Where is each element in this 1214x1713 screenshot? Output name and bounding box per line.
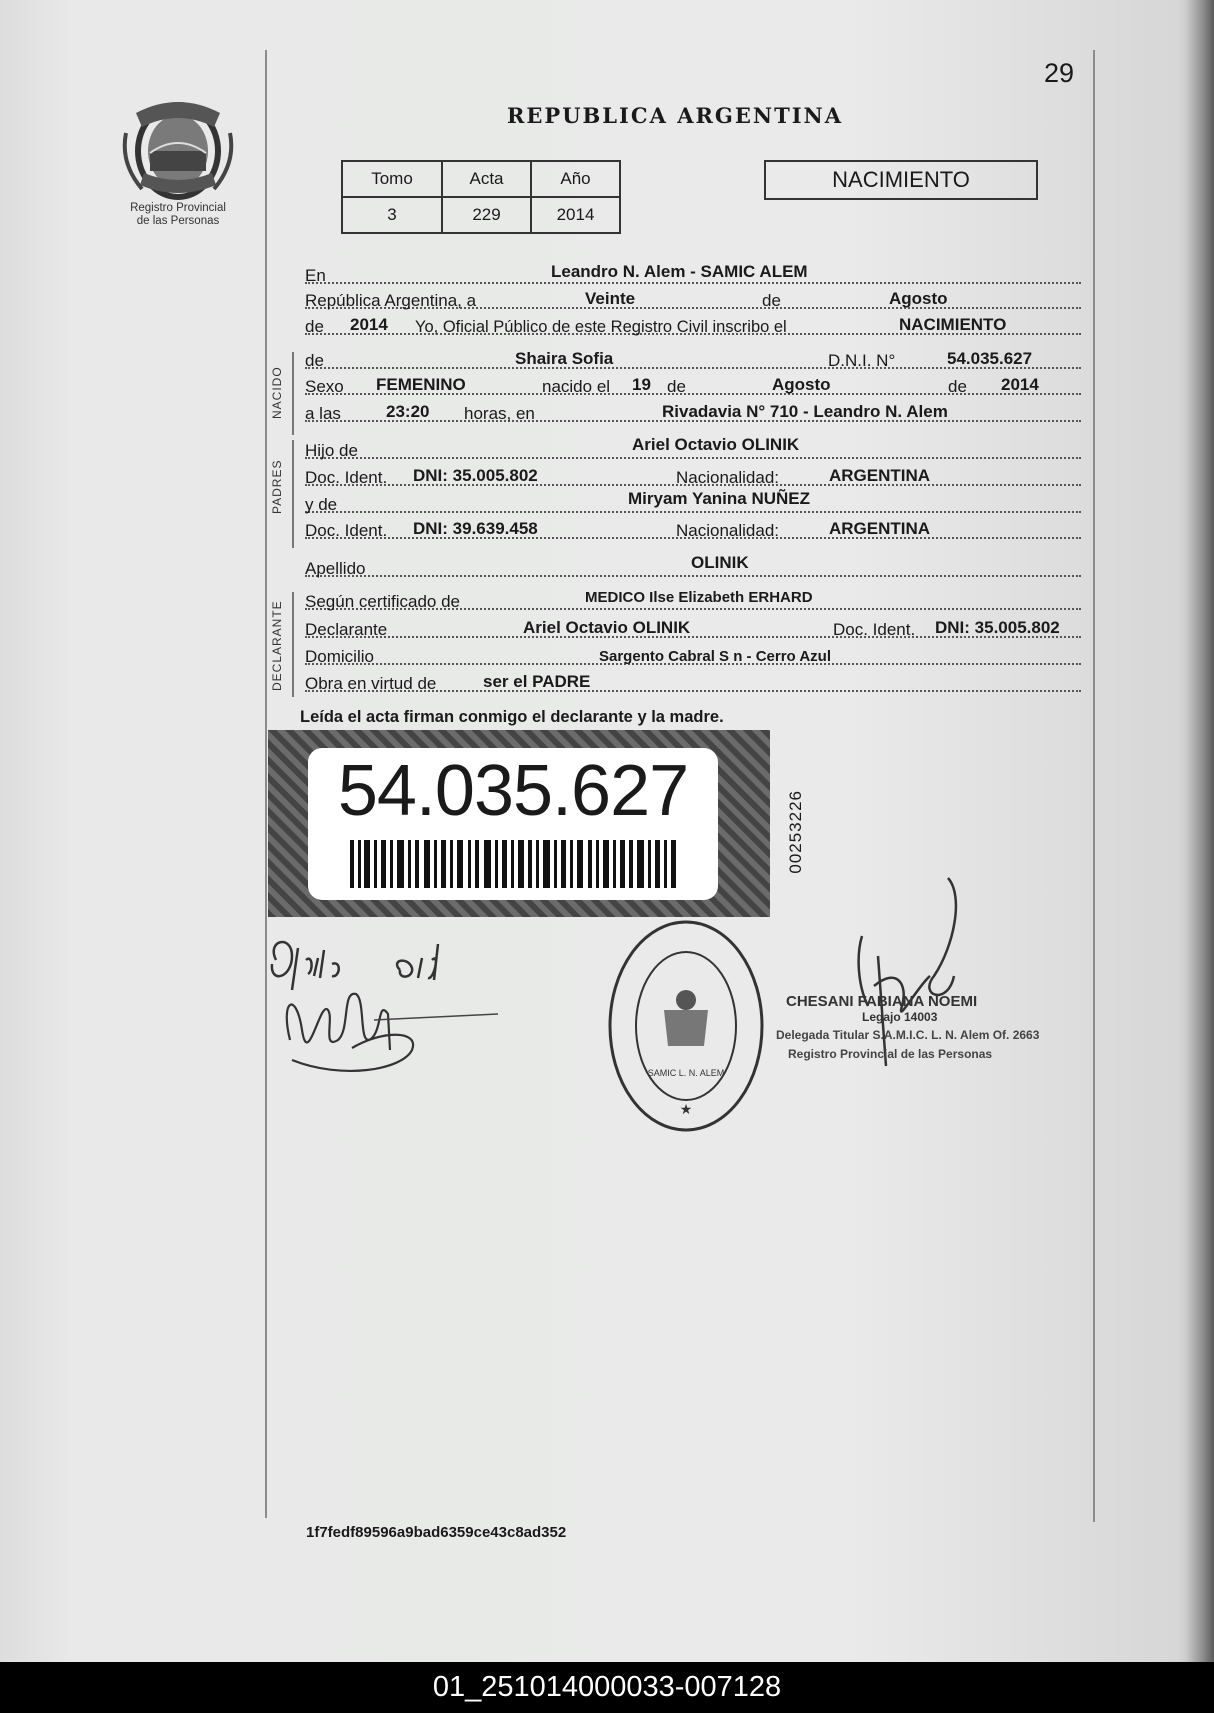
declarante-label: Declarante [305, 620, 388, 639]
padres-section-label: PADRES [270, 459, 284, 515]
row-sexo [305, 371, 1081, 397]
republica-label: República Argentina, a [305, 291, 477, 310]
hijo-label: Hijo de [305, 441, 358, 460]
row-yde [305, 489, 1081, 515]
row-declarante [305, 614, 1081, 640]
padre-value: Ariel Octavio OLINIK [632, 435, 800, 454]
de5-label: de [948, 377, 967, 396]
apellido-value: OLINIK [691, 553, 749, 572]
inscribo-value: NACIMIENTO [899, 315, 1007, 334]
de4-label: de [667, 377, 686, 396]
record-table [341, 160, 621, 234]
official-delegacion: Delegada Titular S.A.M.I.C. L. N. Alem Of. 2663 [776, 1028, 1040, 1042]
nacido-label: nacido el [542, 377, 611, 396]
row-hijo [305, 435, 1081, 461]
official-seal [604, 916, 768, 1136]
de3-label: de [305, 351, 324, 370]
declarante-section-line [292, 592, 294, 697]
declarant-signature [262, 930, 512, 1100]
dni-value: 54.035.627 [947, 349, 1033, 368]
row-apellido [305, 553, 1081, 579]
nombre-value: Shaira Sofia [515, 349, 614, 368]
hora-value: 23:20 [386, 402, 430, 421]
logo-caption-line1: Registro Provincial [130, 202, 226, 214]
sexo-value: FEMENINO [376, 375, 466, 394]
dia-value: Veinte [585, 289, 636, 308]
official-name: CHESANI FABIANA NOEMI [786, 993, 978, 1010]
acta-header: Acta [442, 161, 531, 197]
obra-value: ser el PADRE [483, 672, 591, 691]
anio-header: Año [531, 161, 620, 197]
row-domicilio [305, 641, 1081, 667]
side-control-code: 00253226 [786, 790, 805, 874]
document-hash: 1f7fedf89596a9bad6359ce43c8ad352 [306, 1524, 567, 1541]
barcode-bars [350, 840, 676, 888]
nacido-section-line [292, 352, 294, 435]
en-value: Leandro N. Alem - SAMIC ALEM [551, 262, 808, 281]
yde-label: y de [305, 495, 338, 514]
dni-barcode-label [268, 730, 770, 917]
certificado-label: Según certificado de [305, 592, 460, 611]
de-label: de [762, 291, 781, 310]
right-margin-line [1093, 50, 1095, 1522]
sexo-label: Sexo [305, 377, 344, 396]
left-margin-line [265, 50, 267, 1518]
row-padre-doc [305, 462, 1081, 488]
apellido-label: Apellido [305, 559, 366, 578]
tomo-value: 3 [342, 197, 442, 233]
padre-doc-value: DNI: 35.005.802 [413, 466, 538, 485]
anio-value: 2014 [350, 315, 388, 334]
lugar-value: Rivadavia N° 710 - Leandro N. Alem [662, 402, 948, 421]
official-signature [838, 866, 978, 1106]
page-number: 29 [1044, 58, 1075, 88]
nac-mes-value: Agosto [772, 375, 831, 394]
padre-docident-label: Doc. Ident. [305, 468, 388, 487]
padres-section-line [292, 440, 294, 548]
row-certificado [305, 586, 1081, 612]
declarante-section-label: DECLARANTE [270, 600, 284, 692]
en-label: En [305, 266, 326, 285]
mes-value: Agosto [889, 289, 948, 308]
oficial-text: Yo, Oficial Público de este Registro Civil inscribo el [415, 318, 787, 336]
domicilio-label: Domicilio [305, 647, 374, 666]
madre-doc-value: DNI: 39.639.458 [413, 519, 538, 538]
row-madre-doc [305, 515, 1081, 541]
nac-anio-value: 2014 [1001, 375, 1039, 394]
madre-docident-label: Doc. Ident. [305, 521, 388, 540]
anio-value: 2014 [531, 197, 620, 233]
seal-inner-text: SAMIC L. N. ALEM [647, 1068, 725, 1078]
nac-dia-value: 19 [632, 375, 651, 394]
official-legajo: Legajo 14003 [862, 1010, 938, 1024]
madre-nac-value: ARGENTINA [829, 519, 931, 538]
logo-caption-line2: de las Personas [136, 215, 220, 227]
row-republica [305, 285, 1081, 311]
barcode-inner-panel [308, 748, 718, 900]
page-edge-shadow [1185, 0, 1214, 1662]
dni-label: D.N.I. N° [828, 351, 896, 370]
official-registro: Registro Provincial de las Personas [788, 1047, 993, 1061]
padre-nac-value: ARGENTINA [829, 466, 931, 485]
record-table-header-row [342, 161, 620, 197]
document-title: REPUBLICA ARGENTINA [506, 103, 844, 128]
record-type-box: NACIMIENTO [764, 160, 1038, 200]
nacido-section-label: NACIDO [270, 366, 284, 420]
svg-text:★: ★ [679, 1101, 693, 1117]
de2-label: de [305, 317, 324, 336]
madre-nacionalidad-label: Nacionalidad: [676, 521, 780, 540]
horas-label: horas, en [464, 404, 535, 423]
row-en [305, 260, 1081, 286]
row-anio-oficial [305, 311, 1081, 337]
decl-docident-label: Doc. Ident. [833, 620, 916, 639]
declarante-value: Ariel Octavio OLINIK [523, 618, 691, 637]
certificado-value: MEDICO Ilse Elizabeth ERHARD [585, 589, 813, 606]
domicilio-value: Sargento Cabral S n - Cerro Azul [599, 648, 831, 665]
madre-value: Miryam Yanina NUÑEZ [628, 489, 811, 508]
alas-label: a las [305, 404, 341, 423]
row-hora-lugar [305, 398, 1081, 424]
row-nombre [305, 345, 1081, 371]
logo-caption [112, 202, 244, 228]
acta-value: 229 [442, 197, 531, 233]
record-table-value-row [342, 197, 620, 233]
scan-footer-id: 01_251014000033-007128 [0, 1662, 1214, 1713]
obra-label: Obra en virtud de [305, 674, 437, 693]
tomo-header: Tomo [342, 161, 442, 197]
closing-text: Leída el acta firman conmigo el declarante y la madre. [300, 708, 724, 726]
barcode-number: 54.035.627 [337, 751, 689, 831]
decl-doc-value: DNI: 35.005.802 [935, 618, 1060, 637]
row-obra [305, 668, 1081, 694]
padre-nacionalidad-label: Nacionalidad: [676, 468, 780, 487]
